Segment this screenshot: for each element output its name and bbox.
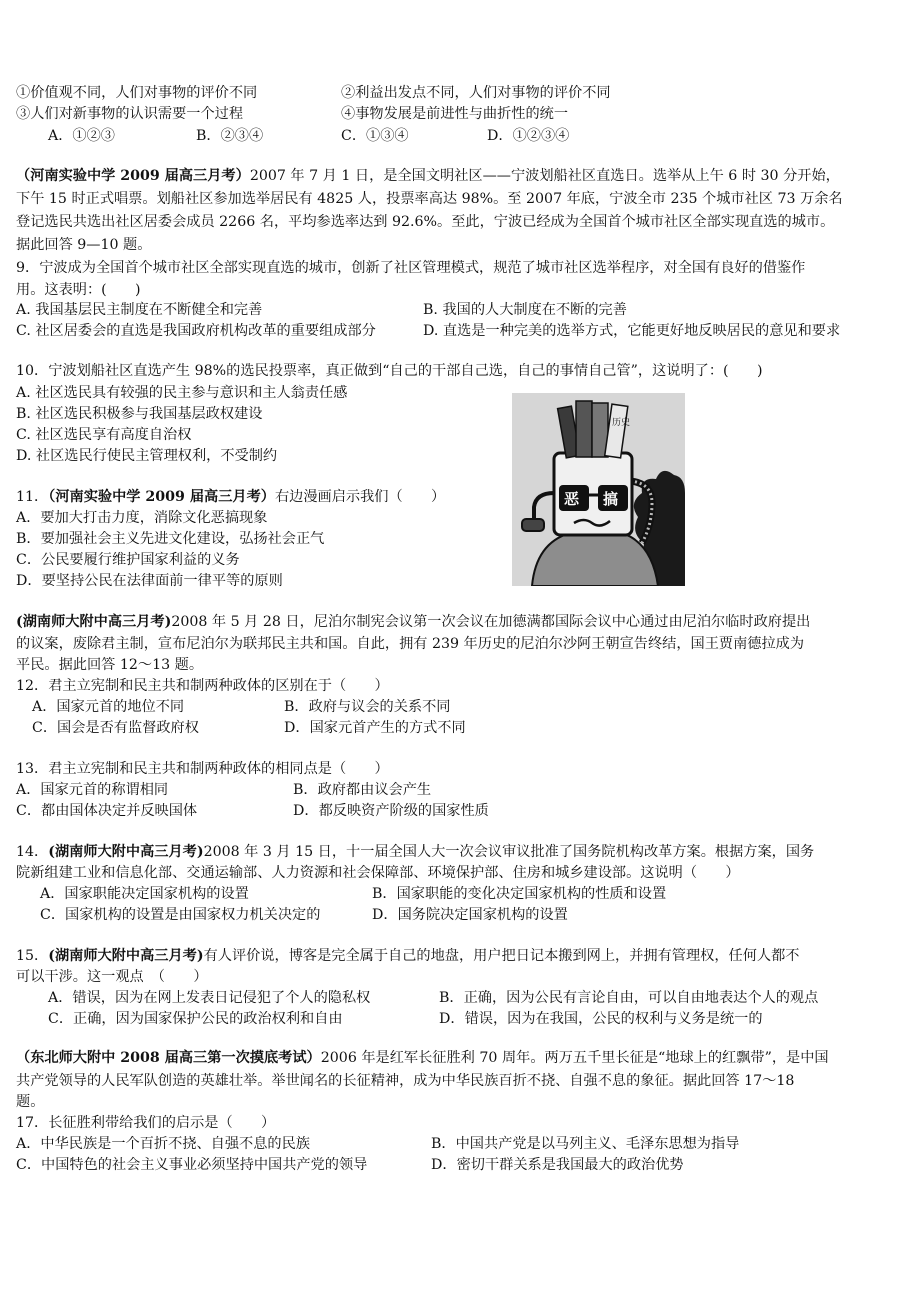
- q14-stem-line-2: 院新组建工业和信息化部、交通运输部、人力资源和社会保障部、环境保护部、住房和城乡建设部。这说明（ ）: [16, 865, 740, 881]
- q9-choice-a: A. 我国基层民主制度在不断健全和完善: [16, 302, 263, 318]
- q12-choice-d: D．国家元首产生的方式不同: [284, 720, 466, 736]
- passage-2-line-2: 的议案，废除君主制，宣布尼泊尔为联邦民主共和国。自此，拥有 239 年历史的尼泊尔沙阿王朝宣告终结，国王贾南德拉成为: [16, 636, 805, 652]
- q15-stem-line-2: 可以干涉。这一观点 （ ）: [16, 969, 208, 985]
- q11-choice-c: C．公民要履行维护国家利益的义务: [16, 552, 240, 568]
- q8-option-2: ②利益出发点不同，人们对事物的评价不同: [341, 85, 611, 101]
- q17-choice-d: D．密切干群关系是我国最大的政治优势: [431, 1157, 684, 1173]
- cartoon-drawing: [512, 393, 685, 586]
- passage-2-source: (湖南师大附中高三月考): [16, 614, 172, 630]
- q15-choice-b: B．正确，因为公民有言论自由，可以自由地表达个人的观点: [439, 990, 819, 1006]
- q10-choice-d: D. 社区选民行使民主管理权利，不受制约: [16, 448, 278, 464]
- q13-choice-b: B．政府都由议会产生: [293, 782, 432, 798]
- q17-choice-b: B．中国共产党是以马列主义、毛泽东思想为指导: [431, 1136, 740, 1152]
- passage-1-line-1: （河南实验中学 2009 届高三月考）2007 年 7 月 1 日，是全国文明社区——宁波划船社区直选日。选举从上午 6 时 30 分开始，: [16, 168, 840, 184]
- q10-choice-a: A. 社区选民具有较强的民主参与意识和主人翁责任感: [16, 385, 348, 401]
- q8-choice-c: C．①③④: [341, 128, 409, 144]
- q11-stem: 11．（河南实验中学 2009 届高三月考）右边漫画启示我们（ ）: [16, 489, 446, 505]
- q11-choice-b: B．要加强社会主义先进文化建设，弘扬社会正气: [16, 531, 325, 547]
- passage-1-source: （河南实验中学 2009 届高三月考）: [16, 168, 250, 184]
- q17-choice-c: C．中国特色的社会主义事业必须坚持中国共产党的领导: [16, 1157, 368, 1173]
- q12-choice-c: C．国会是否有监督政府权: [32, 720, 199, 736]
- q15-choice-d: D．错误，因为在我国，公民的权利与义务是统一的: [439, 1011, 763, 1027]
- q12-stem: 12．君主立宪制和民主共和制两种政体的区别在于（ ）: [16, 678, 389, 694]
- q14-choice-b: B．国家职能的变化决定国家机构的性质和设置: [372, 886, 667, 902]
- q14-choice-a: A．国家职能决定国家机构的设置: [40, 886, 249, 902]
- q15-choice-c: C．正确，因为国家保护公民的政治权利和自由: [48, 1011, 343, 1027]
- q10-choice-c: C. 社区选民享有高度自治权: [16, 427, 192, 443]
- q10-choice-b: B. 社区选民积极参与我国基层政权建设: [16, 406, 263, 422]
- passage-2-line-3: 平民。据此回答 12～13 题。: [16, 657, 204, 673]
- q12-choice-b: B．政府与议会的关系不同: [284, 699, 451, 715]
- q8-choice-d: D．①②③④: [487, 128, 570, 144]
- q9-stem-line-1: 9．宁波成为全国首个城市社区全部实现直选的城市，创新了社区管理模式，规范了城市社区选举程序，对全国有良好的借鉴作: [16, 260, 806, 276]
- passage-1-line-3: 登记选民共选出社区居委会成员 2266 名，平均参选率达到 92.6%。至此，宁波已经成为全国首个城市社区全部实现直选的城市。: [16, 214, 835, 230]
- q9-choice-b: B. 我国的人大制度在不断的完善: [423, 302, 627, 318]
- passage-3-line-3: 题。: [16, 1094, 45, 1110]
- q8-option-3: ③人们对新事物的认识需要一个过程: [16, 106, 244, 122]
- q8-choice-b: B．②③④: [196, 128, 264, 144]
- q8-option-1: ①价值观不同，人们对事物的评价不同: [16, 85, 258, 101]
- passage-1-line-2: 下午 15 时正式唱票。划船社区参加选举居民有 4825 人，投票率高达 98%。至 2007 年底，宁波全市 235 个城市社区 73 万余名: [16, 191, 843, 207]
- q9-stem-line-2: 用。这表明：( ): [16, 282, 141, 298]
- q15-stem-line-1: 15．(湖南师大附中高三月考)有人评价说，博客是完全属于自己的地盘，用户把日记本搬到网上，并拥有管理权，任何人都不: [16, 948, 800, 964]
- passage-2-line-1: (湖南师大附中高三月考)2008 年 5 月 28 日，尼泊尔制宪会议第一次会议在加德满都国际会议中心通过由尼泊尔临时政府提出: [16, 614, 811, 630]
- q11-choice-d: D．要坚持公民在法律面前一律平等的原则: [16, 573, 283, 589]
- q14-source: (湖南师大附中高三月考): [48, 844, 204, 860]
- cartoon-illustration: [512, 393, 685, 586]
- q10-stem: 10．宁波划船社区直选产生 98%的选民投票率，真正做到“自己的干部自己选，自己的事情自己管”，这说明了：( ): [16, 363, 763, 379]
- q17-stem: 17．长征胜利带给我们的启示是（ ）: [16, 1115, 276, 1131]
- q9-choice-c: C. 社区居委会的直选是我国政府机构改革的重要组成部分: [16, 323, 376, 339]
- cartoon-book-label: 历史: [612, 418, 631, 428]
- q14-choice-d: D．国务院决定国家机构的设置: [372, 907, 568, 923]
- passage-3-line-2: 共产党领导的人民军队创造的英雄壮举。举世闻名的长征精神，成为中华民族百折不挠、自强不息的象征。据此回答 17～18: [16, 1073, 795, 1089]
- q13-stem: 13．君主立宪制和民主共和制两种政体的相同点是（ ）: [16, 761, 389, 777]
- q11-source: （河南实验中学 2009 届高三月考）: [48, 489, 275, 505]
- q8-choice-a: A．①②③: [48, 128, 115, 144]
- passage-1-line-4: 据此回答 9—10 题。: [16, 237, 152, 253]
- q9-choice-d: D. 直选是一种完美的选举方式，它能更好地反映居民的意见和要求: [423, 323, 841, 339]
- q13-choice-c: C．都由国体决定并反映国体: [16, 803, 198, 819]
- passage-3-source: （东北师大附中 2008 届高三第一次摸底考试）: [16, 1050, 321, 1066]
- q14-choice-c: C．国家机构的设置是由国家权力机关决定的: [40, 907, 321, 923]
- q15-choice-a: A．错误，因为在网上发表日记侵犯了个人的隐私权: [48, 990, 371, 1006]
- q15-source: (湖南师大附中高三月考): [48, 948, 204, 964]
- q11-choice-a: A．要加大打击力度，消除文化恶搞现象: [16, 510, 268, 526]
- passage-3-line-1: （东北师大附中 2008 届高三第一次摸底考试）2006 年是红军长征胜利 70 周年。两万五千里长征是“地球上的红飘带”，是中国: [16, 1050, 829, 1066]
- q8-option-4: ④事物发展是前进性与曲折性的统一: [341, 106, 569, 122]
- cartoon-glass-left-text: 恶: [564, 490, 580, 508]
- q13-choice-d: D．都反映资产阶级的国家性质: [293, 803, 489, 819]
- q12-choice-a: A．国家元首的地位不同: [32, 699, 185, 715]
- q17-choice-a: A．中华民族是一个百折不挠、自强不息的民族: [16, 1136, 310, 1152]
- q14-stem-line-1: 14．(湖南师大附中高三月考)2008 年 3 月 15 日，十一届全国人大一次会议审议批准了国务院机构改革方案。根据方案，国务: [16, 844, 815, 860]
- cartoon-glass-right-text: 搞: [603, 490, 619, 508]
- q13-choice-a: A．国家元首的称谓相同: [16, 782, 169, 798]
